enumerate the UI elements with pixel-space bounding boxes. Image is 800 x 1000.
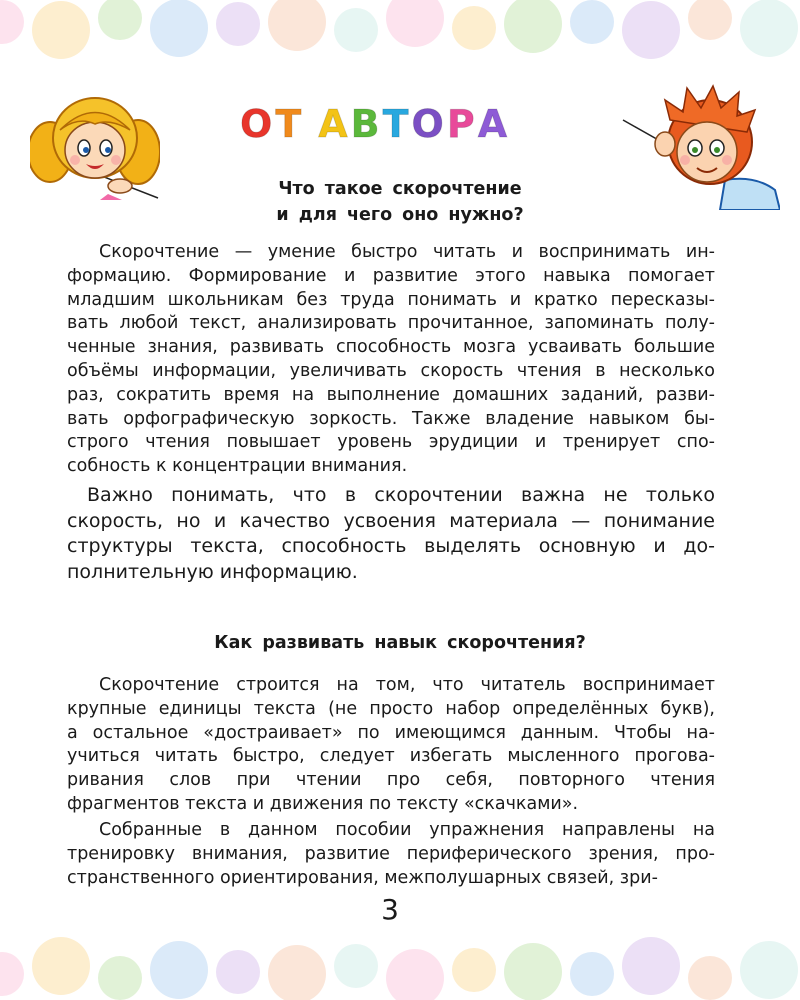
text-line: полнительную информацию. bbox=[67, 560, 358, 583]
text-line: Скорочтение строится на том, что читатель воспринимает bbox=[99, 675, 715, 695]
decor-dot bbox=[150, 941, 208, 999]
decor-dot bbox=[32, 937, 90, 995]
decor-dot bbox=[452, 948, 496, 992]
decor-dot bbox=[688, 0, 732, 40]
decor-dot bbox=[98, 0, 142, 40]
section1-heading-line: и для чего оно нужно? bbox=[276, 205, 524, 225]
page-number: 3 bbox=[381, 893, 399, 926]
decor-dot bbox=[268, 945, 326, 1000]
title-letter: В bbox=[350, 102, 383, 146]
decor-dot bbox=[386, 0, 444, 47]
text-line: собность к концентрации внимания. bbox=[67, 456, 408, 477]
text-line: раз, сократить время на выполнение домашних заданий, разви- bbox=[67, 384, 715, 405]
section1-paragraph2 bbox=[67, 483, 715, 585]
decor-dot bbox=[740, 0, 798, 57]
decor-dot bbox=[216, 950, 260, 994]
section1-paragraph1 bbox=[67, 241, 715, 479]
title-letter: А bbox=[318, 102, 351, 146]
title-letter: Т bbox=[382, 102, 412, 146]
decor-dot bbox=[452, 6, 496, 50]
decor-dot bbox=[740, 941, 798, 999]
decor-dot bbox=[334, 944, 378, 988]
decor-dot bbox=[570, 952, 614, 996]
text-line: фрагментов текста и движения по тексту «скачками». bbox=[67, 793, 579, 814]
decor-dot bbox=[504, 0, 562, 53]
text-line: ривания слов при чтении про себя, повторного чтения bbox=[67, 770, 715, 791]
decor-dot bbox=[622, 937, 680, 995]
decor-dot bbox=[150, 0, 208, 57]
decor-dot bbox=[570, 0, 614, 44]
decor-dot bbox=[622, 1, 680, 59]
decor-dot bbox=[268, 0, 326, 51]
decor-dot bbox=[688, 956, 732, 1000]
decor-dot bbox=[98, 956, 142, 1000]
section2-heading bbox=[0, 630, 800, 656]
title-letter: Т bbox=[275, 102, 305, 146]
text-line: формацию. Формирование и развитие этого навыка помогает bbox=[67, 265, 715, 286]
text-line: ченные знания, развивать способность мозга усваивать большие bbox=[67, 337, 715, 358]
section2-paragraph2 bbox=[67, 819, 715, 890]
decorative-dots-top bbox=[0, 0, 800, 70]
decor-dot bbox=[0, 0, 24, 44]
decorative-dots-bottom bbox=[0, 930, 800, 1000]
text-line: скорость, но и качество усвоения материала — понимание bbox=[67, 509, 715, 532]
text-line: Скорочтение — умение быстро читать и воспринимать ин- bbox=[99, 242, 715, 262]
decor-dot bbox=[216, 2, 260, 46]
text-line: Важно понимать, что в скорочтении важна не только bbox=[87, 484, 715, 506]
text-line: строго чтения повышает уровень эрудиции и тренирует спо- bbox=[67, 432, 715, 453]
title-letter: О bbox=[240, 102, 276, 146]
decor-dot bbox=[334, 8, 378, 52]
text-line: объёмы информации, увеличивать скорость чтения в несколько bbox=[67, 360, 715, 381]
text-line: Собранные в данном пособии упражнения направлены на bbox=[99, 820, 715, 840]
text-line: учиться читать быстро, следует избегать мысленного прогова- bbox=[67, 746, 715, 767]
text-line: вать любой текст, анализировать прочитанное, запоминать полу- bbox=[67, 313, 715, 334]
decor-dot bbox=[386, 949, 444, 1000]
page-title bbox=[240, 102, 511, 152]
text-line: а остальное «достраивает» по имеющимся данным. Чтобы на- bbox=[67, 722, 715, 743]
text-line: странственного ориентирования, межполушарных связей, зри- bbox=[67, 867, 658, 888]
title-letter: Р bbox=[446, 102, 478, 146]
text-line: тренировку внимания, развитие периферического зрения, про- bbox=[67, 843, 715, 864]
section2-paragraph1 bbox=[67, 674, 715, 817]
text-line: крупные единицы текста (не просто набор определённых букв), bbox=[67, 698, 715, 719]
text-line: младшим школьникам без труда понимать и кратко пересказы- bbox=[67, 289, 715, 310]
section2-heading-line: Как развивать навык скорочтения? bbox=[214, 633, 586, 653]
decor-dot bbox=[0, 952, 24, 996]
decor-dot bbox=[504, 943, 562, 1000]
decor-dot bbox=[32, 1, 90, 59]
section1-heading-line: Что такое скорочтение bbox=[278, 179, 522, 199]
section1-heading bbox=[0, 176, 800, 228]
text-line: структуры текста, способность выделять основную и до- bbox=[67, 535, 715, 557]
title-letter: О bbox=[411, 102, 447, 146]
text-line: вать орфографическую зоркость. Также владение навыком бы- bbox=[67, 408, 715, 429]
title-letter: А bbox=[477, 102, 511, 146]
title-letter bbox=[304, 102, 318, 146]
